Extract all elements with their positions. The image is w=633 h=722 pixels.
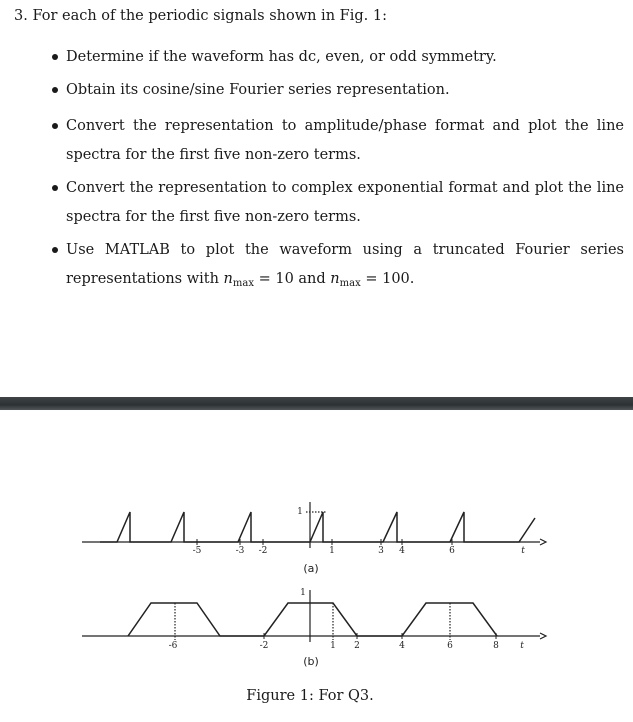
sawtooth-waveform (100, 512, 535, 542)
tick-label-b: 1 (330, 641, 336, 651)
problem-intro: For each of the periodic signals shown in Fig. 1: (32, 8, 387, 24)
tick-label-a: 3 (378, 546, 384, 556)
bullet-dot-icon (52, 123, 58, 129)
task-item (52, 112, 624, 170)
problem-statement (14, 6, 387, 26)
panel-a-label: (a) (303, 562, 319, 575)
screenshot-divider (0, 397, 633, 410)
tick-label-b: -2 (259, 641, 269, 651)
tick-label-b: 6 (447, 641, 453, 651)
task-text: Convert the representation to amplitude/phase format and plot the line spectra for the first five non-zero terms. (66, 118, 624, 163)
axis-label-a: t (521, 546, 525, 556)
bullet-dot-icon (52, 87, 58, 93)
tick-label-a: 1 (329, 546, 335, 556)
tick-label-a: -2 (258, 546, 268, 556)
trapezoid-waveform (128, 603, 497, 636)
bullet-dot-icon (52, 54, 58, 60)
tick-label-b: 4 (399, 641, 405, 651)
task-item (52, 174, 624, 232)
math-var: n (330, 271, 340, 287)
matlab-prefix: Use MATLAB to plot the waveform using a truncated Fourier series representations with (66, 242, 624, 287)
task-text: Obtain its cosine/sine Fourier series representation. (66, 82, 450, 98)
tick-label-a: -5 (192, 546, 202, 556)
figure-1 (0, 490, 633, 680)
panel-b-label: (b) (303, 655, 319, 668)
panel-b (82, 588, 546, 668)
tick-label-a: 6 (449, 546, 455, 556)
tick-label-b: 2 (354, 641, 360, 651)
axis-label-b: t (520, 641, 524, 651)
math-sub: max (232, 278, 254, 289)
task-item-matlab (52, 236, 624, 298)
task-text: Determine if the waveform has dc, even, or odd symmetry. (66, 49, 497, 65)
tick-label-a: 4 (399, 546, 405, 556)
n-max-first (224, 271, 254, 287)
task-item (52, 46, 624, 68)
figure-caption: Figure 1: For Q3. (246, 688, 374, 704)
tick-label-b: -6 (168, 641, 178, 651)
bullet-dot-icon (52, 247, 58, 253)
peak-label-a: 1 (297, 507, 303, 517)
task-item (52, 79, 624, 101)
tick-label-a: -3 (235, 546, 245, 556)
task-text: Convert the representation to complex exponential format and plot the line spectra for the first five non-zero terms. (66, 180, 624, 225)
n-max-second (330, 271, 360, 287)
peak-label-b: 1 (300, 588, 306, 598)
matlab-eq1: = 10 and (253, 271, 331, 287)
arrow-b-icon (540, 633, 546, 639)
math-sub: max (339, 278, 361, 289)
matlab-eq2: = 100. (360, 271, 415, 287)
task-list (52, 46, 624, 302)
problem-number: 3. (14, 8, 28, 24)
matlab-text (66, 242, 624, 287)
arrow-a-icon (540, 539, 546, 545)
panel-a (82, 502, 546, 575)
bullet-dot-icon (52, 185, 58, 191)
math-var: n (223, 271, 233, 287)
tick-label-b: 8 (493, 641, 499, 651)
